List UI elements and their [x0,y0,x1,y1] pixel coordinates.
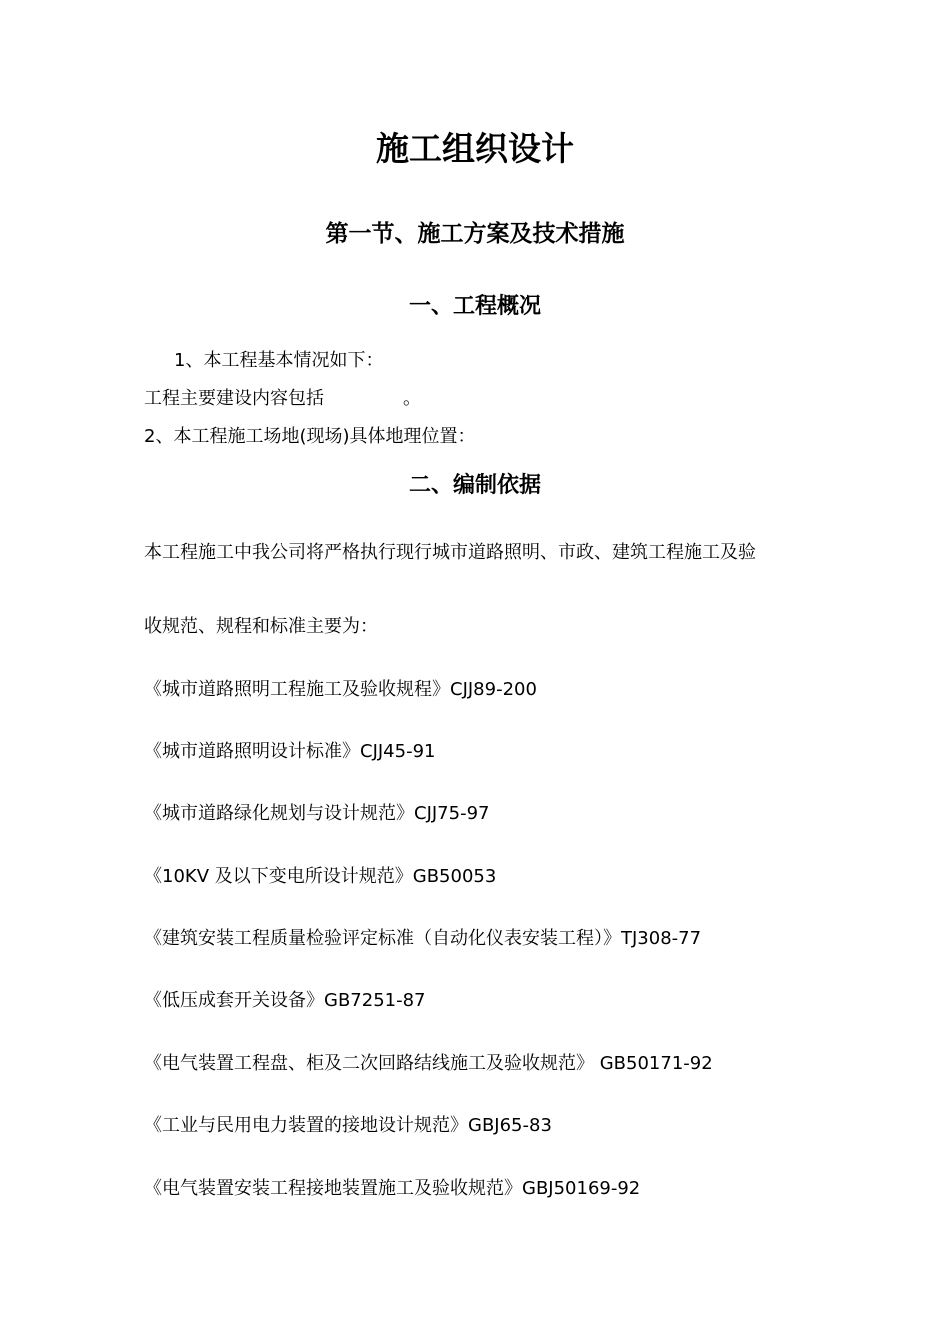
standard-item: 《城市道路照明设计标准》CJJ45-91 [144,741,436,762]
basis-line-2: 收规范、规程和标准主要为： [144,616,378,637]
item-1-period: 。 [403,388,421,409]
standard-item: 《城市道路绿化规划与设计规范》CJJ75-97 [144,803,490,824]
standard-item: 《工业与民用电力装置的接地设计规范》GBJ65-83 [144,1115,552,1136]
standard-item: 《城市道路照明工程施工及验收规程》CJJ89-200 [144,679,537,700]
section-heading: 第一节、施工方案及技术措施 [325,221,625,247]
item-1-line: 工程主要建设内容包括 [144,388,324,409]
item-2: 2、本工程施工场地(现场)具体地理位置： [144,426,476,447]
standard-item: 《电气装置工程盘、柜及二次回路结线施工及验收规范》 GB50171-92 [144,1053,713,1074]
document-title: 施工组织设计 [376,129,574,168]
heading-project-overview: 一、工程概况 [408,294,541,319]
basis-line-1: 本工程施工中我公司将严格执行现行城市道路照明、市政、建筑工程施工及验 [144,542,756,563]
standard-item: 《电气装置安装工程接地装置施工及验收规范》GBJ50169-92 [144,1178,641,1199]
heading-basis: 二、编制依据 [408,473,541,498]
item-1: 1、本工程基本情况如下： [174,350,384,371]
standard-item: 《建筑安装工程质量检验评定标准（自动化仪表安装工程）》TJ308-77 [144,928,702,949]
standard-item: 《10KV 及以下变电所设计规范》GB50053 [144,866,497,887]
standard-item: 《低压成套开关设备》GB7251-87 [144,990,426,1011]
